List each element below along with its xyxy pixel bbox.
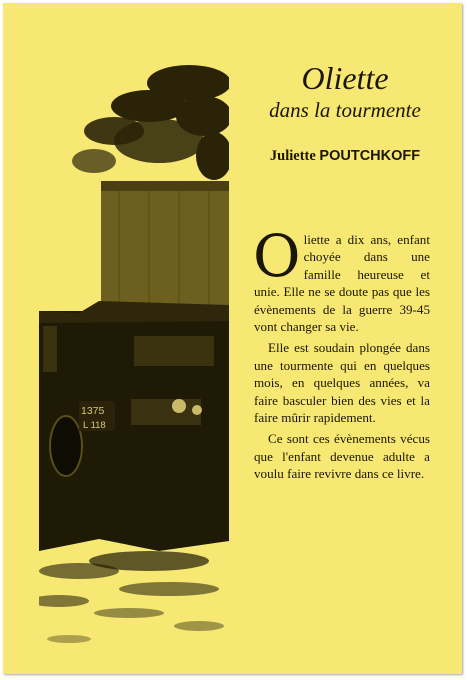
blurb-paragraph-1 bbox=[253, 222, 430, 335]
car-silhouette bbox=[39, 301, 229, 506]
blurb-paragraph-2: Elle est soudain plongée dans une tourmente qui en quelques mois, en quelques années, va faire basculer bien des vies et la faire mûrir rapidement. bbox=[254, 340, 430, 426]
license-plate-top: 1375 bbox=[81, 405, 105, 417]
title-block bbox=[235, 59, 455, 123]
author-name bbox=[255, 148, 435, 165]
blurb-paragraph-3: Ce sont ces évènements vécus que l'enfant devenue adulte a voulu faire revivre dans ce livre. bbox=[254, 431, 430, 482]
license-plate-bottom: L 118 bbox=[83, 420, 106, 431]
drop-cap: O bbox=[253, 222, 301, 290]
blurb-paragraph-1-text: liette a dix ans, enfant choyée dans une famille heureuse et unie. Elle ne se doute pas que les évènements de la guerre 39-45 vont changer sa vie. bbox=[254, 232, 430, 335]
book-title: Oliette bbox=[301, 60, 389, 96]
vintage-car-photo bbox=[39, 61, 229, 651]
book-cover bbox=[3, 3, 462, 674]
tree-foliage bbox=[72, 65, 229, 180]
author-last-name: POUTCHKOFF bbox=[319, 148, 421, 164]
back-cover-blurb bbox=[253, 222, 430, 487]
ground-shadows bbox=[39, 506, 229, 643]
author-first-name: Juliette bbox=[269, 148, 316, 164]
book-subtitle: dans la tourmente bbox=[269, 98, 421, 122]
